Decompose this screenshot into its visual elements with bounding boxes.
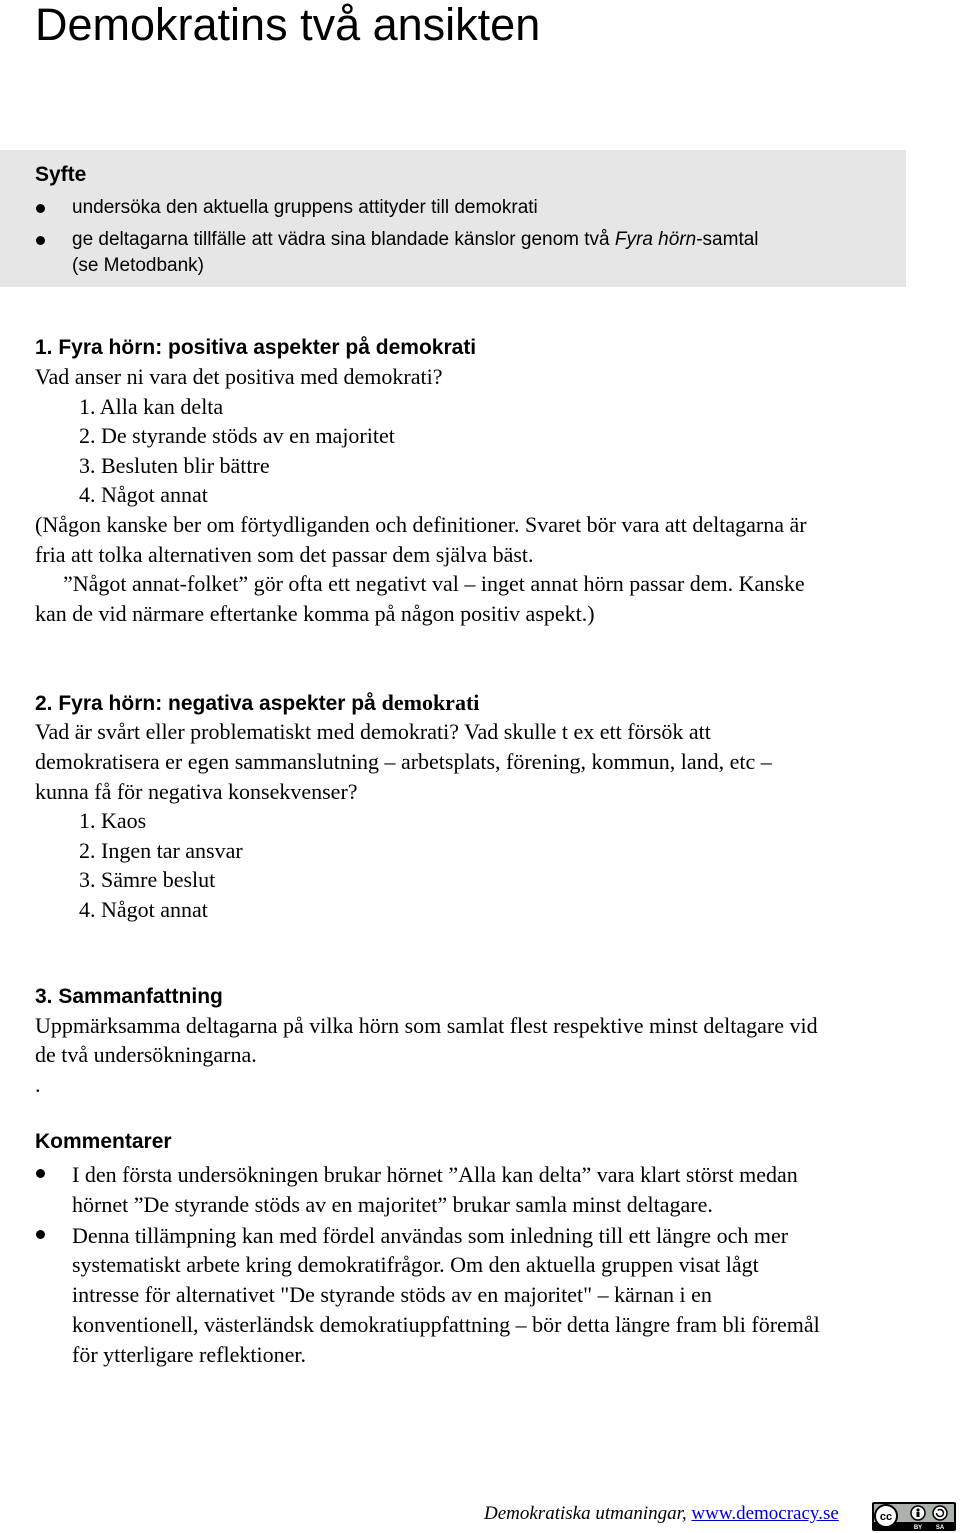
footer xyxy=(484,1502,839,1526)
page-title: Demokratins två ansikten xyxy=(35,0,541,50)
section1-question: Vad anser ni vara det positiva med demokrati? xyxy=(35,364,443,389)
section2-heading: 2. Fyra hörn: negativa aspekter på demokrati xyxy=(35,690,480,715)
footer-publication: Demokratiska utmaningar, xyxy=(484,1503,687,1524)
comment-1-line-2: hörnet ”De styrande stöds av en majoritet” brukar samla minst deltagare. xyxy=(72,1192,713,1217)
purpose-item-2-cont: (se Metodbank) xyxy=(72,255,205,276)
purpose-heading: Syfte xyxy=(35,163,87,186)
purpose-item-1: undersöka den aktuella gruppens attityder till demokrati xyxy=(72,197,538,218)
creative-commons-by-sa-icon[interactable] xyxy=(872,1502,956,1531)
section3-text-line-2: de två undersökningarna. xyxy=(35,1042,257,1067)
section1-option-3: 3. Besluten blir bättre xyxy=(79,453,270,478)
comment-1-line-1: I den första undersökningen brukar hörnet ”Alla kan delta” vara klart störst medan xyxy=(72,1162,798,1187)
section2-option-3: 3. Sämre beslut xyxy=(79,867,216,892)
section3-text-line-1: Uppmärksamma deltagarna på vilka hörn som samlat flest respektive minst deltagare vid xyxy=(35,1013,818,1038)
section1-note-line-4: kan de vid närmare eftertanke komma på någon positiv aspekt.) xyxy=(35,601,595,626)
cc-badge-graphic xyxy=(872,1502,956,1531)
section2-option-4: 4. Något annat xyxy=(79,897,208,922)
section3-heading: 3. Sammanfattning xyxy=(35,985,223,1008)
cc-text: cc xyxy=(879,1511,893,1523)
footer-link[interactable]: www.democracy.se xyxy=(691,1503,839,1524)
section1-note-line-1: (Någon kanske ber om förtydliganden och definitioner. Svaret bör vara att deltagarna är xyxy=(35,512,807,537)
comment-2-line-1: Denna tillämpning kan med fördel användas som inledning till ett längre och mer xyxy=(72,1223,789,1248)
section3-text-line-3: . xyxy=(35,1072,41,1097)
section2-option-1: 1. Kaos xyxy=(79,808,147,833)
section1-option-2: 2. De styrande stöds av en majoritet xyxy=(79,423,395,448)
section2-text-line-1: Vad är svårt eller problematiskt med demokrati? Vad skulle t ex ett försök att xyxy=(35,719,711,744)
section1-option-4: 4. Något annat xyxy=(79,482,208,507)
bullet-icon xyxy=(36,236,45,245)
purpose-item-2: ge deltagarna tillfälle att vädra sina blandade känslor genom två Fyra hörn-samtal xyxy=(72,229,759,250)
comment-2-line-4: konventionell, västerländsk demokratiuppfattning – bör detta längre fram bli föremål xyxy=(72,1312,820,1337)
by-text: BY xyxy=(913,1525,923,1531)
section1-note-line-3: ”Något annat-folket” gör ofta ett negativt val – inget annat hörn passar dem. Kanske xyxy=(63,571,805,596)
section2-text-line-3: kunna få för negativa konsekvenser? xyxy=(35,779,358,804)
section2-text-line-2: demokratisera er egen sammanslutning – arbetsplats, förening, kommun, land, etc – xyxy=(35,749,772,774)
comment-2-line-3: intresse för alternativet "De styrande stöds av en majoritet" – kärnan i en xyxy=(72,1282,712,1307)
comment-2-line-2: systematiskt arbete kring demokratifrågor. Om den aktuella gruppen visat lågt xyxy=(72,1252,759,1277)
bullet-icon xyxy=(36,204,45,213)
section1-option-1: 1. Alla kan delta xyxy=(79,394,224,419)
section2-option-2: 2. Ingen tar ansvar xyxy=(79,838,243,863)
comments-heading: Kommentarer xyxy=(35,1130,172,1153)
sa-text: SA xyxy=(935,1525,945,1531)
comment-2-line-5: för ytterligare reflektioner. xyxy=(72,1342,306,1367)
section1-note-line-2: fria att tolka alternativen som det passar dem själva bäst. xyxy=(35,542,534,567)
bullet-icon xyxy=(36,1230,45,1239)
section1-heading: 1. Fyra hörn: positiva aspekter på demokrati xyxy=(35,336,477,359)
bullet-icon xyxy=(36,1169,45,1178)
